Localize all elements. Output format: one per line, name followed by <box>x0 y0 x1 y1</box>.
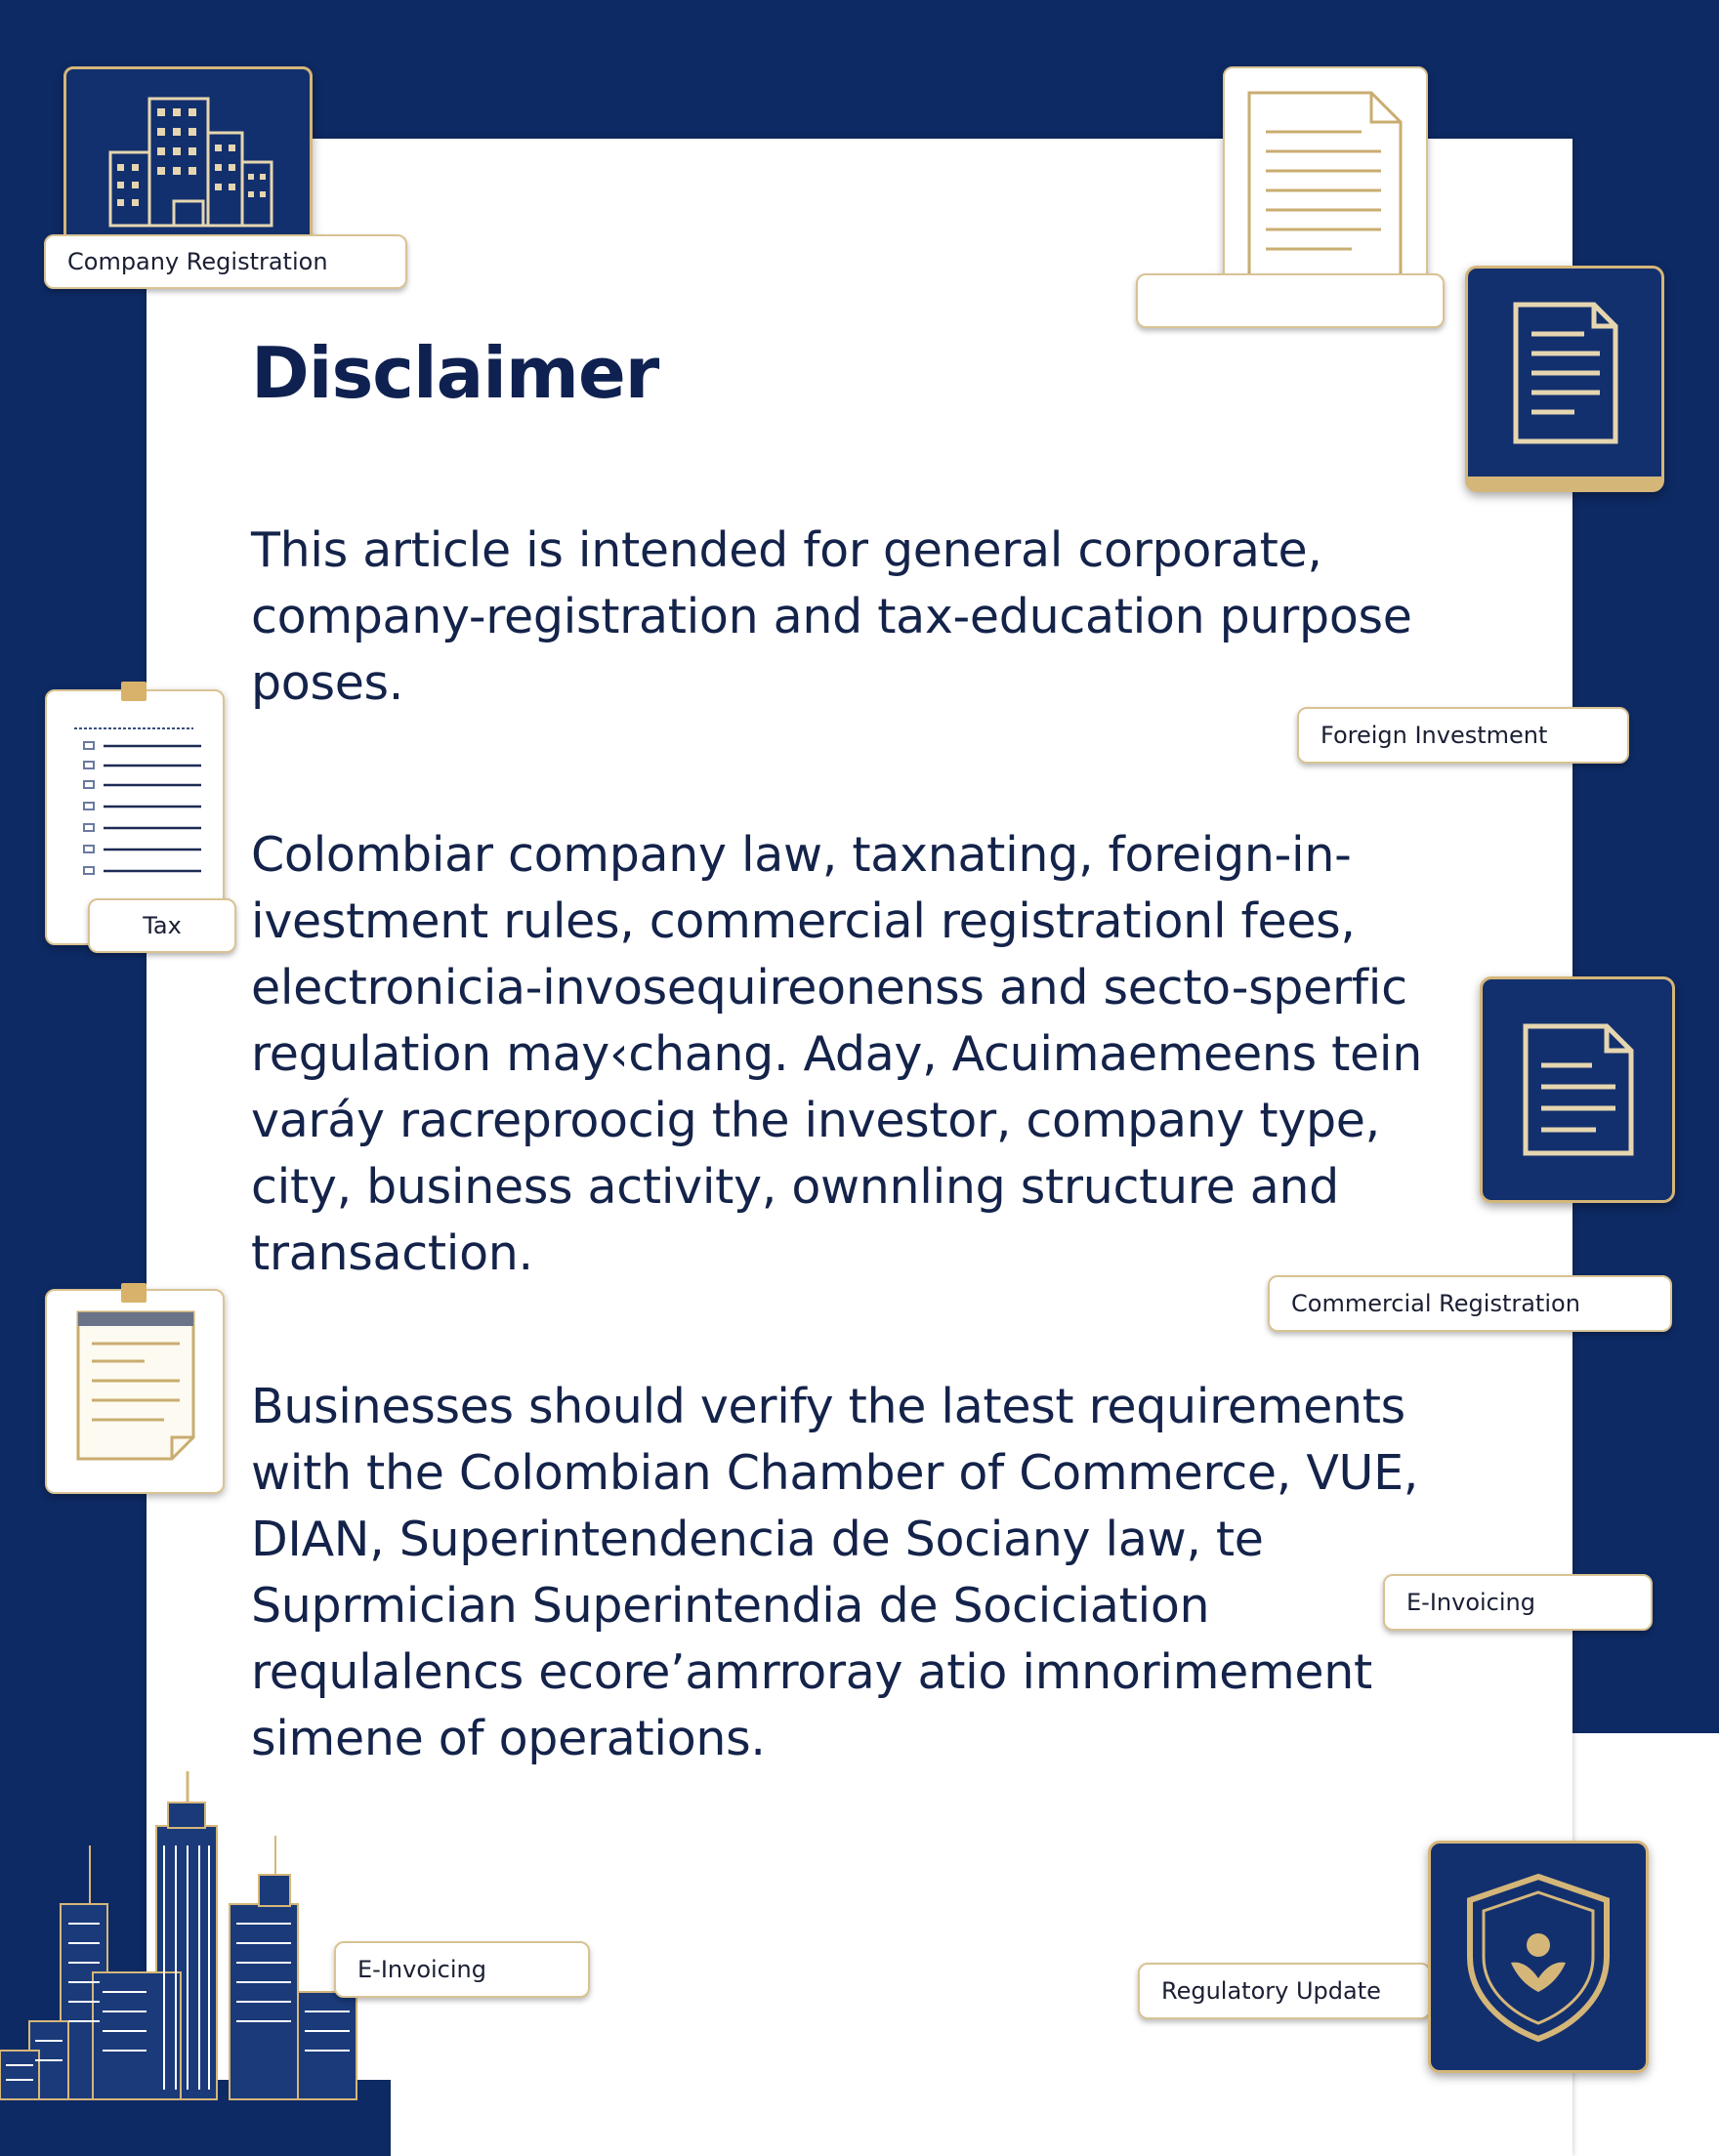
label-e-invoicing-bottom: E-Invoicing <box>334 1941 590 1998</box>
label-foreign-investment: Foreign Investment <box>1297 707 1629 764</box>
shield-icon <box>1428 1841 1649 2073</box>
paragraph-regulations: Colombiar company law, taxnating, foreign-in- ivestment rules, commercial registrationl fees, electronicia-invosequireonenss and secto-sperfic regulation may‹chang. Aday, Acuimaemeens tein varáy racreproocig the investor, company type, city, business activity, ownnling structure and transaction. <box>251 827 1422 1281</box>
notes-icon <box>45 1289 225 1494</box>
paragraph-verification: Businesses should verify the latest requirements with the Colombian Chamber of Commerce, VUE, DIAN, Superintendencia de Sociany law, te Suprmician Superintendia de Sociciation requlalencs ecore’amrroray atio imnorimement simene of operations. <box>251 1379 1419 1766</box>
city-skyline-icon <box>0 1767 391 2156</box>
label-tax: Tax <box>88 898 236 953</box>
document-icon <box>1465 266 1664 492</box>
pin-icon <box>121 1283 147 1303</box>
label-e-invoicing-right: E-Invoicing <box>1383 1574 1653 1631</box>
label-commercial-registration: Commercial Registration <box>1268 1275 1672 1332</box>
document-icon <box>1480 976 1675 1203</box>
page-title: Disclaimer <box>251 332 659 414</box>
document-icon <box>1223 66 1428 289</box>
label-company-registration: Company Registration <box>44 234 407 289</box>
paragraph-intro: This article is intended for general corporate, company-registration and tax-education purpose poses. <box>251 522 1412 711</box>
blank-label <box>1136 273 1445 328</box>
pin-icon <box>121 682 147 701</box>
office-buildings-icon <box>63 66 313 247</box>
label-regulatory-update: Regulatory Update <box>1138 1963 1431 2019</box>
